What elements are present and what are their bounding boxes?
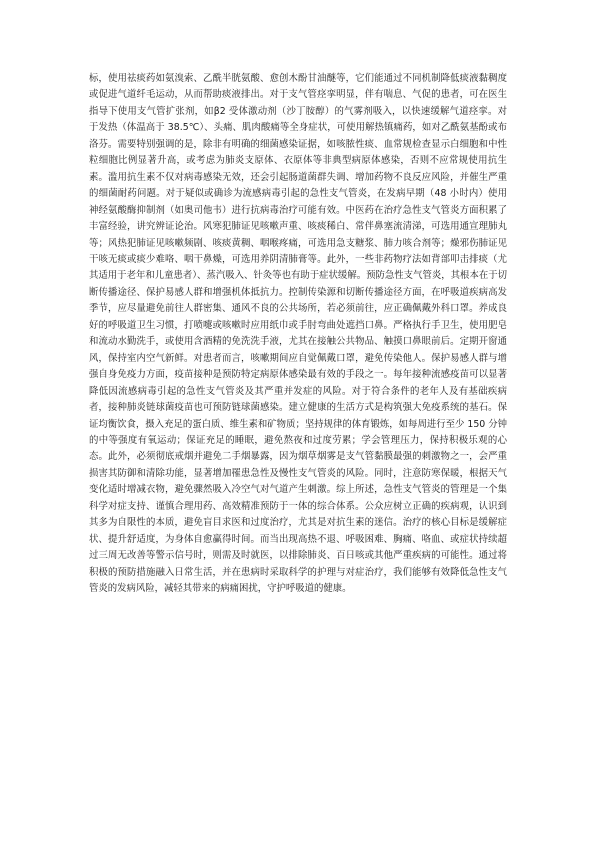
body-paragraph: 标，使用祛痰药如氨溴索、乙酰半胱氨酸、愈创木酚甘油醚等，它们能通过不同机制降低痰液黏稠度或促进气道纤毛运动，从而帮助痰液排出。对于支气管痉挛明显，伴有喘息、气促的患者，可在医生指导下使用支气管扩张剂，如β2 受体激动剂（沙丁胺醇）的气雾剂吸入，以快速缓解气道痉挛。对于发热（体温高于 38.5℃）、头痛、肌肉酸痛等全身症状，可使用解热镇痛药，如对乙酰氨基酚或布洛芬。需要特别强调的是，除非有明确的细菌感染证据，如咳脓性痰、血常规检查显示白细胞和中性粒细胞比例显著升高，或考虑为肺炎支原体、衣原体等非典型病原体感染，否则不应常规使用抗生素。滥用抗生素不仅对病毒感染无效，还会引起肠道菌群失调、增加药物不良反应风险，并催生严重的细菌耐药问题。对于疑似或确诊为流感病毒引起的急性支气管炎，在发病早期（48 小时内）使用神经氨酸酶抑制剂（如奥司他韦）进行抗病毒治疗可能有效。中医药在治疗急性支气管炎方面积累了丰富经验，讲究辨证论治。风寒犯肺证见咳嗽声重、咳痰稀白、常伴鼻塞流清涕，可选用通宣理肺丸等；风热犯肺证见咳嗽频剧、咳痰黄稠、咽喉疼痛，可选用急支糖浆、肺力咳合剂等；燥邪伤肺证见干咳无痰或痰少难咯、咽干鼻燥，可选用养阴清肺膏等。此外，一些非药物疗法如背部叩击排痰（尤其适用于老年和儿童患者）、蒸汽吸入、针灸等也有助于症状缓解。预防急性支气管炎，其根本在于切断传播途径、保护易感人群和增强机体抵抗力。控制传染源和切断传播途径方面，在呼吸道疾病高发季节，应尽量避免前往人群密集、通风不良的公共场所，若必须前往，应正确佩戴外科口罩。养成良好的呼吸道卫生习惯，打喷嚏或咳嗽时应用纸巾或手肘弯曲处遮挡口鼻。严格执行手卫生，使用肥皂和流动水勤洗手，或使用含酒精的免洗洗手液，尤其在接触公共物品、触摸口鼻眼前后。定期开窗通风，保持室内空气新鲜。对患者而言，咳嗽期间应自觉佩戴口罩，避免传染他人。保护易感人群与增强自身免疫力方面，疫苗接种是预防特定病原体感染最有效的手段之一。每年接种流感疫苗可以显著降低因流感病毒引起的急性支气管炎及其严重并发症的风险。对于符合条件的老年人及有基础疾病者，接种肺炎链球菌疫苗也可预防链球菌感染。建立健康的生活方式是构筑强大免疫系统的基石。保证均衡饮食，摄入充足的蛋白质、维生素和矿物质；坚持规律的体育锻炼，如每周进行至少 150 分钟的中等强度有氧运动；保证充足的睡眠，避免熬夜和过度劳累；学会管理压力，保持积极乐观的心态。此外，必须彻底戒烟并避免二手烟暴露，因为烟草烟雾是支气管黏膜最强的刺激物之一，会严重损害其防御和清除功能，显著增加罹患急性及慢性支气管炎的风险。同时，注意防寒保暖，根据天气变化适时增减衣物，避免骤然吸入冷空气对气道产生刺激。综上所述，急性支气管炎的管理是一个集科学对症支持、谨慎合理用药、高效精准预防于一体的综合体系。公众应树立正确的疾病观，认识到其多为自限性的本质，避免盲目求医和过度治疗，尤其是对抗生素的迷信。治疗的核心目标是缓解症状、提升舒适度，为身体自愈赢得时间。而当出现高热不退、呼吸困难、胸痛、咯血、或症状持续超过三周无改善等警示信号时，则需及时就医，以排除肺炎、百日咳或其他严重疾病的可能性。通过将积极的预防措施融入日常生活，并在患病时采取科学的护理与对症治疗，我们能够有效降低急性支气管炎的发病风险，减轻其带来的病痛困扰，守护呼吸道的健康。	[89, 73, 507, 595]
